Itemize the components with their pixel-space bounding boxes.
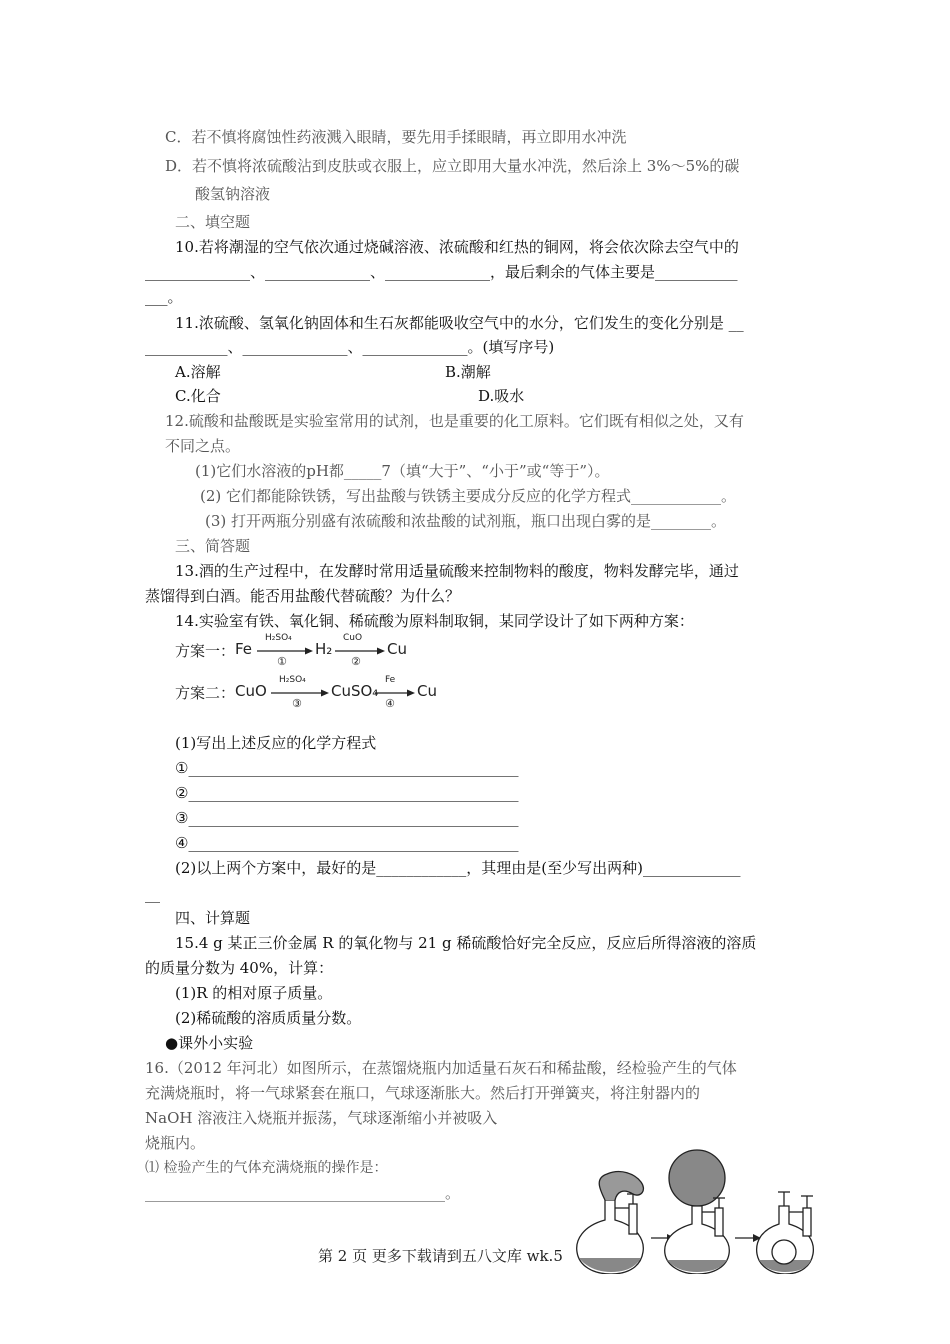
flask-2 xyxy=(665,1150,730,1274)
q16-line2: 充满烧瓶时，将一气球紧套在瓶口，气球逐渐胀大。然后打开弹簧夹，将注射器内的 xyxy=(145,1084,701,1102)
scheme-1 xyxy=(175,632,575,670)
q12-sub2: (2) 它们都能除铁锈，写出盐酸与铁锈主要成分反应的化学方程式____________。 xyxy=(200,487,737,505)
arrow-icon xyxy=(257,647,313,655)
scheme-1-label: 方案一： xyxy=(175,642,236,660)
q15-sub2: (2)稀硫酸的溶质质量分数。 xyxy=(175,1009,362,1027)
q12-line1: 12.硫酸和盐酸既是实验室常用的试剂，也是重要的化工原料。它们既有相似之处，又有 xyxy=(165,412,744,430)
q14-line1: 14.实验室有铁、氧化铜、稀硫酸为原料制取铜，某同学设计了如下两种方案： xyxy=(175,612,694,630)
q11-option-c: C.化合 xyxy=(175,387,221,405)
q14-equation-3: ③____________________________________________ xyxy=(175,809,519,827)
q14-equation-2: ②____________________________________________ xyxy=(175,784,519,802)
scheme-1-mid: H₂ xyxy=(315,640,333,658)
q11-line2: ___________、______________、______________。(填写序号) xyxy=(145,338,555,356)
q16-sub1: ⑴ 检验产生的气体充满烧瓶的操作是： xyxy=(145,1160,388,1176)
arrow-icon xyxy=(271,689,329,697)
q15-line1: 15.4 g 某正三价金属 R 的氧化物与 21 g 稀硫酸恰好完全反应，反应后所得溶液的溶质 xyxy=(175,934,757,952)
extra-experiment-heading: ●课外小实验 xyxy=(165,1034,254,1052)
q15-sub1: (1)R 的相对原子质量。 xyxy=(175,984,333,1002)
scheme-1-reagent1: H₂SO₄ xyxy=(265,633,292,643)
q12-line2: 不同之点。 xyxy=(165,437,241,455)
option-d-line1: D．若不慎将浓硫酸沾到皮肤或衣服上，应立即用大量水冲洗，然后涂上 3%～5%的碳 xyxy=(165,157,740,175)
q14-part1: (1)写出上述反应的化学方程式 xyxy=(175,734,377,752)
scheme-2-mid: CuSO₄ xyxy=(331,682,379,700)
scheme-1-step1: ① xyxy=(277,655,287,668)
page-footer: 第 2 页 更多下载请到五八文库 wk.5 xyxy=(318,1247,563,1265)
scheme-1-reagent2: CuO xyxy=(343,633,363,643)
scheme-2-label: 方案二： xyxy=(175,684,236,702)
q14-part2: (2)以上两个方案中，最好的是____________，其理由是(至少写出两种)_____________ xyxy=(175,859,741,877)
q11-option-a: A.溶解 xyxy=(175,363,221,381)
q16-line1: 16.（2012 年河北）如图所示，在蒸馏烧瓶内加适量石灰石和稀盐酸，经检验产生的气体 xyxy=(145,1059,737,1077)
q11-line1: 11.浓硫酸、氢氧化钠固体和生石灰都能吸收空气中的水分，它们发生的变化分别是 __ xyxy=(175,314,744,332)
arrow-icon xyxy=(335,647,385,655)
flask-3 xyxy=(757,1192,814,1274)
q16-line3: NaOH 溶液注入烧瓶并振荡，气球逐渐缩小并被吸入 xyxy=(145,1109,498,1127)
section-2-heading: 二、填空题 xyxy=(175,213,251,231)
q16-line4: 烧瓶内。 xyxy=(145,1134,206,1152)
q10-line3: ___。 xyxy=(145,288,183,306)
q14-equation-4: ④____________________________________________ xyxy=(175,834,519,852)
arrow-icon xyxy=(375,689,415,697)
q15-line2: 的质量分数为 40%，计算： xyxy=(145,959,334,977)
q12-sub1: (1)它们水溶液的pH都_____7（填“大于”、“小于”或“等于”）。 xyxy=(195,462,610,480)
flask-experiment-figure xyxy=(565,1148,835,1274)
scheme-2-end: Cu xyxy=(417,682,437,700)
scheme-2-start: CuO xyxy=(235,682,267,700)
option-d-line2: 酸氢钠溶液 xyxy=(195,185,271,203)
scheme-2-reagent1: H₂SO₄ xyxy=(279,675,306,685)
q14-part2-tail: __ xyxy=(145,885,160,903)
q13-line1: 13.酒的生产过程中，在发酵时常用适量硫酸来控制物料的酸度，物料发酵完毕，通过 xyxy=(175,562,739,580)
scheme-2 xyxy=(175,674,575,712)
scheme-2-step1: ③ xyxy=(292,697,302,710)
q11-option-d: D.吸水 xyxy=(478,387,525,405)
q13-line2: 蒸馏得到白酒。能否用盐酸代替硫酸？为什么？ xyxy=(145,587,461,605)
q10-line1: 10.若将潮湿的空气依次通过烧碱溶液、浓硫酸和红热的铜网，将会依次除去空气中的 xyxy=(175,238,739,256)
scheme-1-step2: ② xyxy=(351,655,361,668)
q12-sub3: (3) 打开两瓶分别盛有浓硫酸和浓盐酸的试剂瓶，瓶口出现白雾的是________。 xyxy=(205,512,727,530)
q14-equation-1: ①____________________________________________ xyxy=(175,759,519,777)
scheme-2-reagent2: Fe xyxy=(385,675,396,685)
q11-option-b: B.潮解 xyxy=(445,363,491,381)
section-3-heading: 三、简答题 xyxy=(175,537,251,555)
scheme-1-end: Cu xyxy=(387,640,407,658)
q16-sub1-blank: ________________________________________。 xyxy=(145,1184,461,1202)
flask-1 xyxy=(577,1172,644,1274)
q10-line2: ______________、______________、______________，最后剩余的气体主要是___________ xyxy=(145,263,738,281)
scheme-2-step2: ④ xyxy=(385,697,395,710)
section-4-heading: 四、计算题 xyxy=(175,909,251,927)
scheme-1-start: Fe xyxy=(235,640,253,658)
option-c: C．若不慎将腐蚀性药液溅入眼睛，要先用手揉眼睛，再立即用水冲洗 xyxy=(165,128,627,146)
